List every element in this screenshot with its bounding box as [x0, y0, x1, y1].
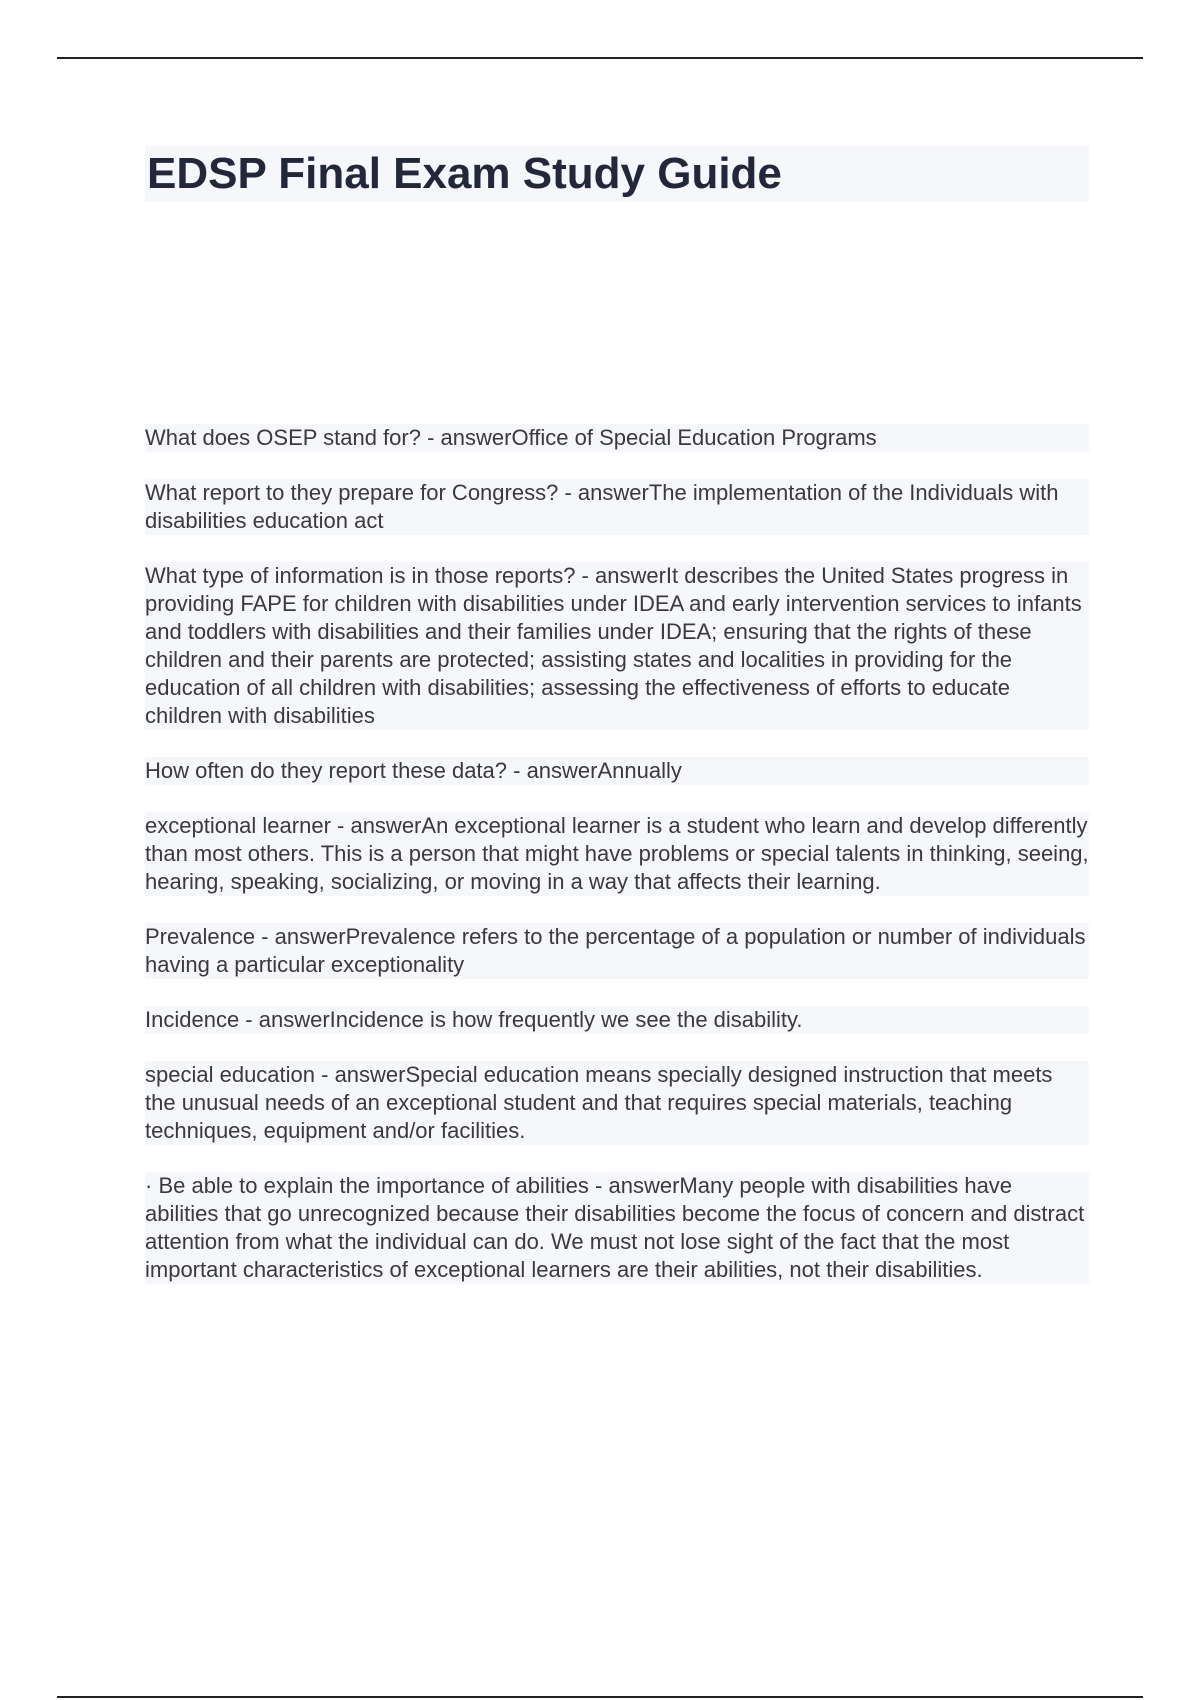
qa-entry-prevalence [145, 923, 1092, 979]
answer-text: Prevalence refers to the percentage of a population or number of individuals having a particular exceptionality [145, 924, 1092, 977]
question-text: What does OSEP stand for? [145, 425, 421, 450]
answer-text: It describes the United States progress in providing FAPE for children with disabilities under IDEA and early intervention services to infants and toddlers with disabilities and their families under IDEA; ensuring that the rights of these children and their parents are protected; assisting states and localities in providing for the education of all children with disabilities; assessing the effectiveness of efforts to educate children with disabilities [145, 563, 1088, 728]
bottom-rule [57, 1696, 1143, 1698]
question-text: What report to they prepare for Congress? [145, 480, 559, 505]
answer-text: Office of Special Education Programs [511, 425, 877, 450]
answer-separator: - answer [255, 924, 346, 949]
top-rule [57, 57, 1143, 59]
answer-text: Incidence is how frequently we see the disability. [329, 1007, 803, 1032]
answer-separator: - answer [558, 480, 649, 505]
answer-text: Many people with disabilities have abilities that go unrecognized because their disabilities become the focus of concern and distract attention from what the individual can do. We must not lose sight of the fact that the most important characteristics of exceptional learners are their abilities, not their disabilities. [145, 1173, 1091, 1282]
answer-text: Annually [597, 758, 682, 783]
question-text: Incidence [145, 1007, 240, 1032]
qa-entry-incidence [145, 1006, 1089, 1034]
question-text: special education [145, 1062, 316, 1087]
qa-entry-congress-report [145, 479, 1089, 535]
answer-separator: - answer [330, 813, 422, 838]
answer-text: Special education means specially designed instruction that meets the unusual needs of an exceptional student and that requires special materials, teaching techniques, equipment and/or facilities. [145, 1062, 1059, 1143]
qa-entry-report-frequency [145, 757, 1089, 785]
answer-separator: - answer [239, 1007, 330, 1032]
answer-separator: - answer [588, 1173, 680, 1198]
qa-entry-exceptional-learner [145, 812, 1095, 896]
answer-separator: - answer [420, 425, 512, 450]
question-text: exceptional learner [145, 813, 331, 838]
question-text: What type of information is in those reports? [145, 563, 576, 588]
answer-text: The implementation of the Individuals with disabilities education act [145, 480, 1065, 533]
page-title: EDSP Final Exam Study Guide [147, 149, 782, 198]
answer-separator: - answer [315, 1062, 406, 1087]
qa-list [145, 424, 1095, 1311]
qa-entry-osep [145, 424, 1089, 452]
qa-entry-report-information [145, 562, 1089, 730]
question-text: · Be able to explain the importance of abilities [145, 1173, 589, 1198]
question-text: How often do they report these data? [145, 758, 508, 783]
question-text: Prevalence [145, 924, 256, 949]
qa-entry-special-education [145, 1061, 1089, 1145]
qa-entry-importance-of-abilities [145, 1172, 1089, 1284]
title-block [145, 146, 1089, 202]
answer-separator: - answer [575, 563, 666, 588]
answer-text: An exceptional learner is a student who learn and develop differently than most others. This is a person that might have problems or special talents in thinking, seeing, hearing, speaking, socializing, or moving in a way that affects their learning. [145, 813, 1095, 894]
answer-separator: - answer [507, 758, 598, 783]
